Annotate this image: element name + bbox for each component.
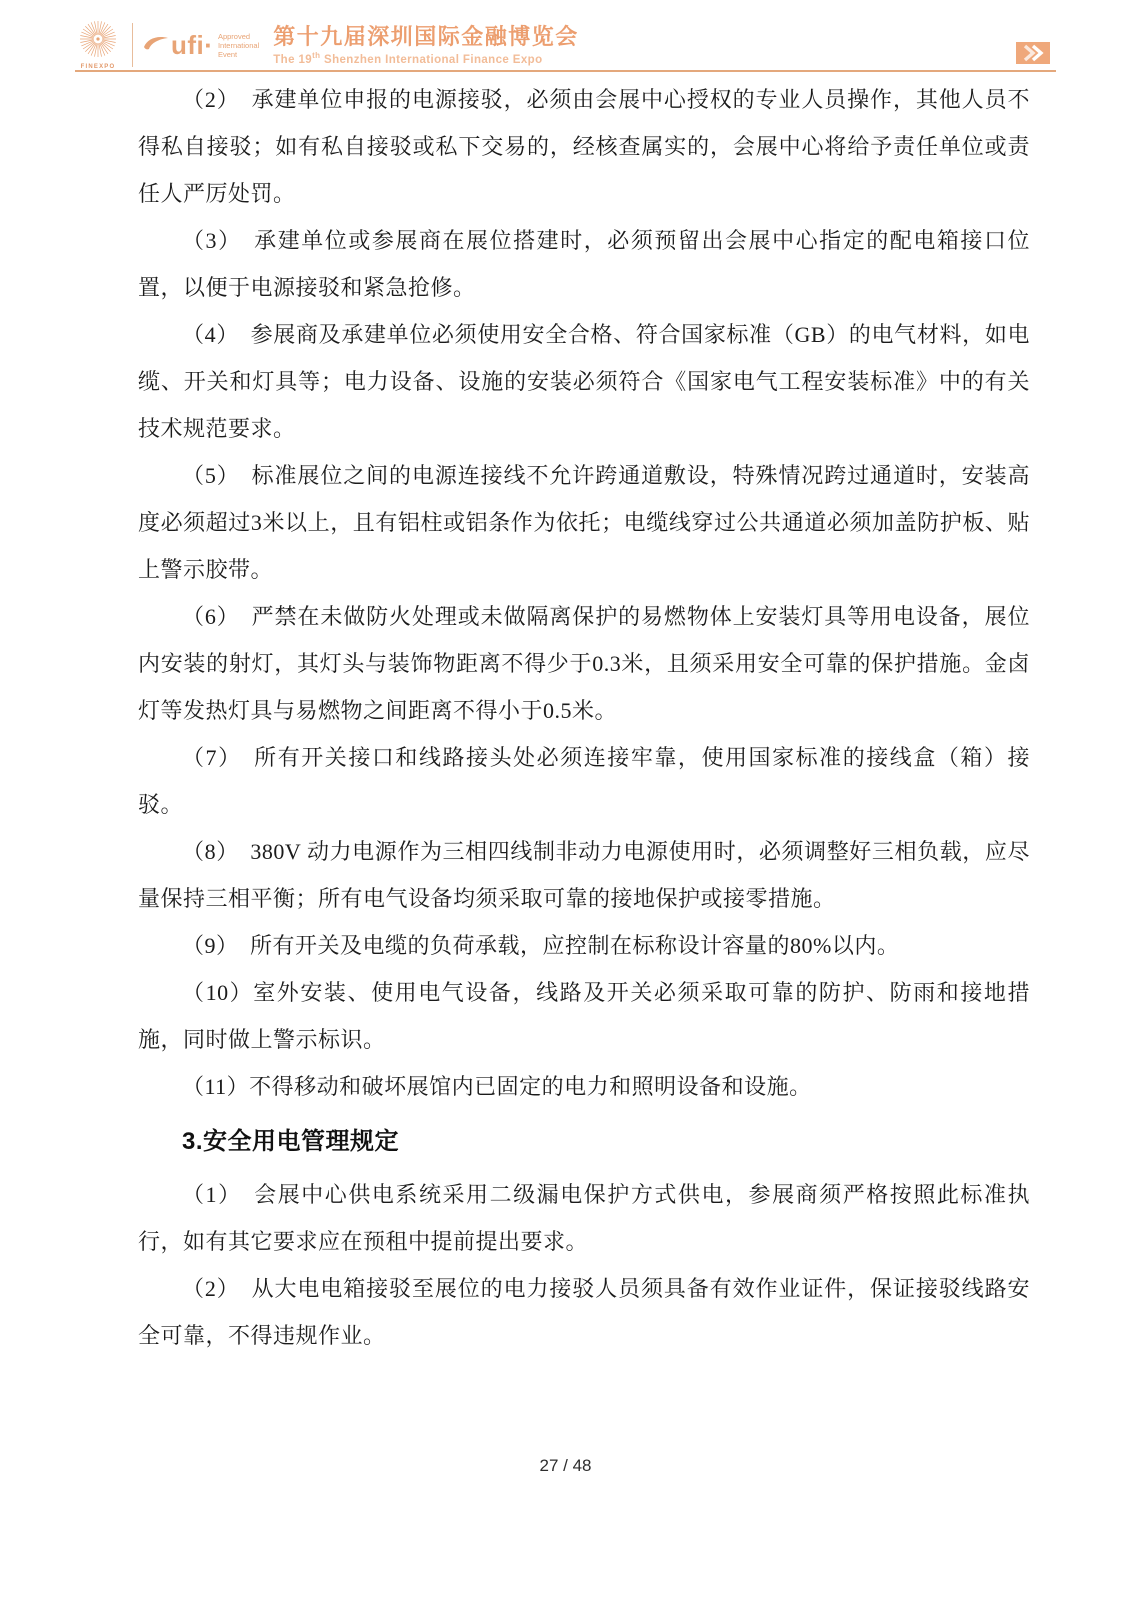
paragraph-2: （2） 承建单位申报的电源接驳，必须由会展中心授权的专业人员操作，其他人员不得私自接驳；如有私自接驳或私下交易的，经核查属实的，会展中心将给予责任单位或责任人严厉处罚。 <box>138 87 1030 206</box>
finexpo-logo <box>72 20 124 70</box>
double-chevron-icon <box>1016 42 1050 64</box>
ufi-tagline-line2: International <box>217 40 260 50</box>
paragraph-6: （6） 严禁在未做防火处理或未做隔离保护的易燃物体上安装灯具等用电设备，展位内安装的射灯，其灯头与装饰物距离不得少于0.3米，且须采用安全可靠的保护措施。金卤灯等发热灯具与易燃物之间距离不得小于0.5米。 <box>138 604 1030 723</box>
paragraph-5: （5） 标准展位之间的电源连接线不允许跨通道敷设，特殊情况跨过通道时，安装高度必须超过3米以上，且有铝柱或铝条作为依托；电缆线穿过公共通道必须加盖防护板、贴上警示胶带。 <box>138 463 1030 582</box>
logo-divider <box>132 23 133 67</box>
paragraph-11: （11）不得移动和破坏展馆内已固定的电力和照明设备和设施。 <box>182 1074 812 1099</box>
expo-title-english-sup: th <box>312 51 321 61</box>
section-heading: 3.安全用电管理规定 <box>182 1128 400 1155</box>
paragraph-8: （8） 380V 动力电源作为三相四线制非动力电源使用时，必须调整好三相负载，应尽量保持三相平衡；所有电气设备均须采取可靠的接地保护或接零措施。 <box>138 839 1030 911</box>
ufi-logo <box>143 32 259 59</box>
paragraph-4: （4） 参展商及承建单位必须使用安全合格、符合国家标准（GB）的电气材料，如电缆、开关和灯具等；电力设备、设施的安装必须符合《国家电气工程安装标准》中的有关技术规范要求。 <box>138 322 1030 441</box>
paragraph-3: （3） 承建单位或参展商在展位搭建时，必须预留出会展中心指定的配电箱接口位置，以便于电源接驳和紧急抢修。 <box>138 228 1030 300</box>
expo-title-english <box>273 51 579 66</box>
ufi-logo-dot: · <box>204 30 213 60</box>
expo-title-chinese: 第十九届深圳国际金融博览会 <box>273 24 579 50</box>
finexpo-sunburst-icon <box>79 20 117 63</box>
section3-paragraph-1: （1） 会展中心供电系统采用二级漏电保护方式供电，参展商须严格按照此标准执行，如有其它要求应在预租中提前提出要求。 <box>138 1182 1030 1254</box>
finexpo-logo-label: FINEXPO <box>80 64 116 70</box>
ufi-tagline-line1: Approved <box>217 31 251 41</box>
paragraph-10: （10）室外安装、使用电气设备，线路及开关必须采取可靠的防护、防雨和接地措施，同时做上警示标识。 <box>138 980 1030 1052</box>
page-header <box>0 0 1131 74</box>
header-logo-row <box>72 20 579 70</box>
ufi-swoosh-icon <box>143 35 169 56</box>
page-number: 27 / 48 <box>539 1456 592 1475</box>
paragraph-9: （9） 所有开关及电缆的负荷承载，应控制在标称设计容量的80%以内。 <box>182 933 900 958</box>
document-body <box>138 76 1030 1359</box>
ufi-tagline-line3: Event <box>217 49 238 59</box>
ufi-logo-text: ufi <box>171 30 205 60</box>
paragraph-7: （7） 所有开关接口和线路接头处必须连接牢靠，使用国家标准的接线盒（箱）接驳。 <box>138 745 1030 817</box>
expo-title-english-prefix: The 19 <box>273 53 313 66</box>
header-divider-rule <box>75 70 1056 72</box>
section3-paragraph-2: （2） 从大电电箱接驳至展位的电力接驳人员须具备有效作业证件，保证接驳线路安全可靠，不得违规作业。 <box>138 1276 1030 1348</box>
expo-title-block <box>273 24 579 66</box>
expo-title-english-suffix: Shenzhen International Finance Expo <box>320 53 543 66</box>
ufi-tagline <box>218 32 259 59</box>
